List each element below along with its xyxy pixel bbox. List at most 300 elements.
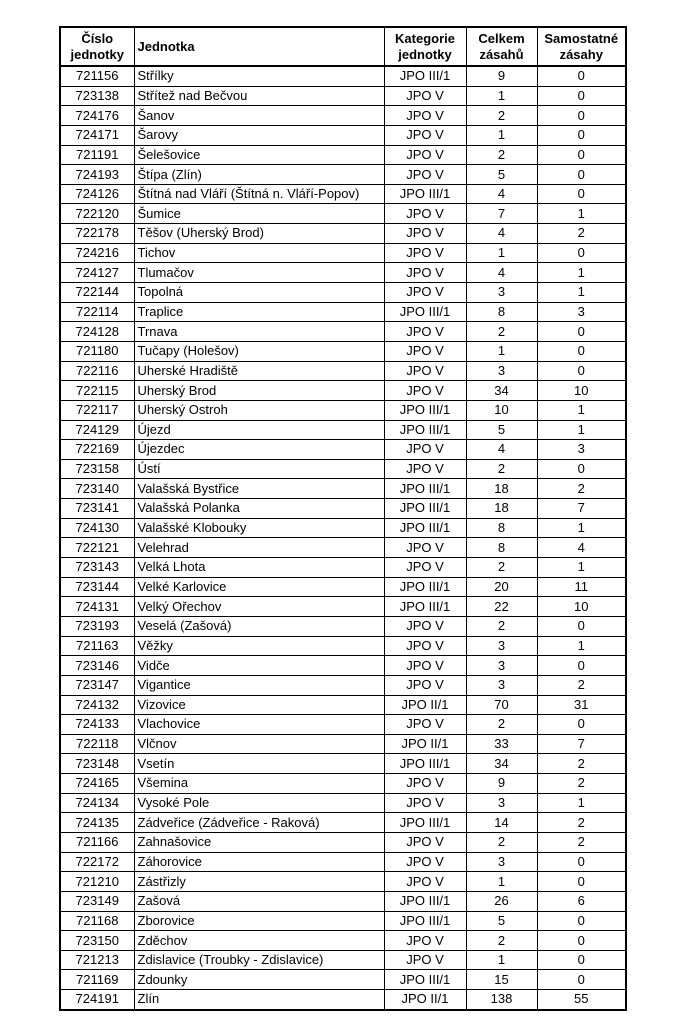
cell-unit-name: Těšov (Uherský Brod) [134, 224, 384, 244]
cell-unit-number: 724129 [60, 420, 134, 440]
cell-unit-category: JPO III/1 [384, 597, 466, 617]
table-row [60, 597, 626, 617]
table-row [60, 86, 626, 106]
cell-unit-category: JPO V [384, 616, 466, 636]
table-row [60, 852, 626, 872]
cell-independent-interventions: 1 [537, 420, 626, 440]
cell-unit-name: Štítná nad Vláří (Štítná n. Vláří-Popov) [134, 184, 384, 204]
table-row [60, 125, 626, 145]
cell-unit-name: Veselá (Zašová) [134, 616, 384, 636]
cell-unit-name: Záhorovice [134, 852, 384, 872]
cell-unit-number: 723146 [60, 656, 134, 676]
cell-independent-interventions: 10 [537, 597, 626, 617]
cell-unit-number: 721213 [60, 950, 134, 970]
table-body [60, 66, 626, 1010]
cell-unit-category: JPO III/1 [384, 302, 466, 322]
cell-unit-number: 722117 [60, 400, 134, 420]
cell-total-interventions: 3 [466, 793, 537, 813]
cell-unit-number: 721191 [60, 145, 134, 165]
cell-unit-number: 724134 [60, 793, 134, 813]
cell-unit-name: Trnava [134, 322, 384, 342]
cell-unit-name: Velké Karlovice [134, 577, 384, 597]
cell-unit-category: JPO V [384, 263, 466, 283]
cell-unit-name: Zděchov [134, 931, 384, 951]
cell-independent-interventions: 2 [537, 813, 626, 833]
cell-total-interventions: 14 [466, 813, 537, 833]
cell-total-interventions: 4 [466, 263, 537, 283]
table-row [60, 518, 626, 538]
cell-unit-number: 724193 [60, 165, 134, 185]
cell-independent-interventions: 3 [537, 440, 626, 460]
cell-unit-name: Vigantice [134, 675, 384, 695]
cell-unit-name: Uherský Brod [134, 381, 384, 401]
cell-unit-category: JPO V [384, 931, 466, 951]
cell-unit-name: Velký Ořechov [134, 597, 384, 617]
table-row [60, 322, 626, 342]
header-unit-number-line2: jednotky [70, 46, 124, 62]
cell-total-interventions: 2 [466, 145, 537, 165]
table-row [60, 499, 626, 519]
cell-independent-interventions: 2 [537, 774, 626, 794]
cell-independent-interventions: 0 [537, 931, 626, 951]
cell-unit-category: JPO III/1 [384, 66, 466, 86]
cell-independent-interventions: 6 [537, 891, 626, 911]
cell-unit-category: JPO V [384, 774, 466, 794]
header-category-line2: jednotky [398, 46, 452, 62]
cell-total-interventions: 2 [466, 616, 537, 636]
cell-independent-interventions: 0 [537, 86, 626, 106]
cell-unit-category: JPO V [384, 832, 466, 852]
cell-total-interventions: 1 [466, 341, 537, 361]
table-row [60, 302, 626, 322]
cell-unit-name: Velká Lhota [134, 558, 384, 578]
header-unit-category [384, 27, 466, 66]
cell-independent-interventions: 0 [537, 125, 626, 145]
cell-unit-name: Vlčnov [134, 734, 384, 754]
cell-total-interventions: 1 [466, 243, 537, 263]
cell-total-interventions: 70 [466, 695, 537, 715]
header-total-interventions [466, 27, 537, 66]
cell-unit-category: JPO V [384, 106, 466, 126]
cell-unit-category: JPO V [384, 950, 466, 970]
cell-unit-category: JPO V [384, 86, 466, 106]
cell-unit-number: 723138 [60, 86, 134, 106]
cell-unit-number: 721166 [60, 832, 134, 852]
cell-unit-number: 722121 [60, 538, 134, 558]
cell-total-interventions: 5 [466, 911, 537, 931]
table-row [60, 577, 626, 597]
cell-total-interventions: 2 [466, 558, 537, 578]
cell-total-interventions: 1 [466, 86, 537, 106]
cell-total-interventions: 34 [466, 754, 537, 774]
cell-unit-name: Velehrad [134, 538, 384, 558]
cell-unit-number: 722178 [60, 224, 134, 244]
table-row [60, 872, 626, 892]
cell-total-interventions: 18 [466, 499, 537, 519]
cell-independent-interventions: 0 [537, 616, 626, 636]
cell-unit-name: Zašová [134, 891, 384, 911]
cell-unit-category: JPO V [384, 872, 466, 892]
cell-unit-category: JPO V [384, 361, 466, 381]
cell-unit-name: Zástřizly [134, 872, 384, 892]
cell-total-interventions: 4 [466, 224, 537, 244]
cell-independent-interventions: 1 [537, 518, 626, 538]
cell-unit-number: 724130 [60, 518, 134, 538]
cell-unit-category: JPO III/1 [384, 577, 466, 597]
cell-unit-category: JPO V [384, 558, 466, 578]
cell-unit-number: 721210 [60, 872, 134, 892]
cell-total-interventions: 18 [466, 479, 537, 499]
table-row [60, 204, 626, 224]
cell-unit-name: Vsetín [134, 754, 384, 774]
cell-independent-interventions: 0 [537, 145, 626, 165]
cell-unit-number: 723143 [60, 558, 134, 578]
cell-unit-category: JPO III/1 [384, 499, 466, 519]
cell-unit-number: 724165 [60, 774, 134, 794]
cell-total-interventions: 7 [466, 204, 537, 224]
cell-total-interventions: 10 [466, 400, 537, 420]
table-row [60, 754, 626, 774]
cell-independent-interventions: 11 [537, 577, 626, 597]
cell-unit-number: 723193 [60, 616, 134, 636]
cell-total-interventions: 5 [466, 165, 537, 185]
cell-total-interventions: 2 [466, 459, 537, 479]
cell-unit-name: Šumice [134, 204, 384, 224]
table-row [60, 165, 626, 185]
header-total-line1: Celkem [478, 30, 525, 46]
cell-unit-number: 721163 [60, 636, 134, 656]
cell-unit-category: JPO V [384, 165, 466, 185]
cell-total-interventions: 3 [466, 675, 537, 695]
cell-unit-category: JPO V [384, 204, 466, 224]
cell-unit-category: JPO V [384, 538, 466, 558]
table-row [60, 656, 626, 676]
table-row [60, 420, 626, 440]
table-row [60, 774, 626, 794]
table-row [60, 970, 626, 990]
cell-total-interventions: 3 [466, 656, 537, 676]
cell-independent-interventions: 0 [537, 852, 626, 872]
cell-total-interventions: 3 [466, 361, 537, 381]
cell-unit-number: 724133 [60, 715, 134, 735]
cell-total-interventions: 9 [466, 66, 537, 86]
cell-unit-number: 721169 [60, 970, 134, 990]
cell-total-interventions: 26 [466, 891, 537, 911]
cell-unit-name: Střílky [134, 66, 384, 86]
cell-unit-number: 724132 [60, 695, 134, 715]
cell-unit-category: JPO II/1 [384, 734, 466, 754]
cell-unit-name: Ústí [134, 459, 384, 479]
cell-total-interventions: 20 [466, 577, 537, 597]
cell-independent-interventions: 55 [537, 990, 626, 1010]
cell-unit-category: JPO V [384, 243, 466, 263]
cell-unit-category: JPO III/1 [384, 400, 466, 420]
table-row [60, 243, 626, 263]
cell-unit-name: Valašská Polanka [134, 499, 384, 519]
table-row [60, 715, 626, 735]
cell-unit-name: Věžky [134, 636, 384, 656]
cell-total-interventions: 2 [466, 715, 537, 735]
cell-independent-interventions: 1 [537, 558, 626, 578]
table-row [60, 891, 626, 911]
cell-unit-category: JPO V [384, 675, 466, 695]
table-row [60, 400, 626, 420]
cell-independent-interventions: 2 [537, 832, 626, 852]
cell-unit-number: 721180 [60, 341, 134, 361]
cell-unit-name: Zdounky [134, 970, 384, 990]
cell-unit-name: Újezd [134, 420, 384, 440]
cell-unit-category: JPO V [384, 440, 466, 460]
cell-independent-interventions: 0 [537, 656, 626, 676]
cell-unit-category: JPO III/1 [384, 184, 466, 204]
cell-unit-number: 722114 [60, 302, 134, 322]
cell-independent-interventions: 0 [537, 165, 626, 185]
cell-unit-number: 724216 [60, 243, 134, 263]
cell-unit-category: JPO III/1 [384, 479, 466, 499]
table-row [60, 911, 626, 931]
cell-unit-number: 721156 [60, 66, 134, 86]
cell-independent-interventions: 7 [537, 734, 626, 754]
table-row [60, 558, 626, 578]
table-row [60, 341, 626, 361]
cell-independent-interventions: 2 [537, 224, 626, 244]
cell-unit-number: 722172 [60, 852, 134, 872]
cell-unit-name: Štípa (Zlín) [134, 165, 384, 185]
cell-total-interventions: 15 [466, 970, 537, 990]
cell-unit-name: Tlumačov [134, 263, 384, 283]
cell-unit-category: JPO III/1 [384, 911, 466, 931]
cell-unit-number: 723144 [60, 577, 134, 597]
cell-unit-number: 723147 [60, 675, 134, 695]
cell-unit-name: Újezdec [134, 440, 384, 460]
cell-unit-category: JPO V [384, 459, 466, 479]
cell-total-interventions: 33 [466, 734, 537, 754]
cell-unit-category: JPO III/1 [384, 813, 466, 833]
cell-independent-interventions: 3 [537, 302, 626, 322]
cell-independent-interventions: 1 [537, 636, 626, 656]
cell-unit-name: Šanov [134, 106, 384, 126]
cell-independent-interventions: 0 [537, 184, 626, 204]
cell-total-interventions: 2 [466, 931, 537, 951]
cell-unit-name: Šarovy [134, 125, 384, 145]
header-unit-number [60, 27, 134, 66]
cell-unit-number: 722118 [60, 734, 134, 754]
cell-independent-interventions: 1 [537, 263, 626, 283]
table-row [60, 145, 626, 165]
cell-unit-category: JPO V [384, 381, 466, 401]
cell-unit-category: JPO V [384, 125, 466, 145]
document-page [59, 26, 627, 1011]
cell-unit-category: JPO V [384, 341, 466, 361]
cell-unit-category: JPO III/1 [384, 420, 466, 440]
header-self-line1: Samostatné [544, 30, 619, 46]
cell-total-interventions: 3 [466, 852, 537, 872]
cell-unit-name: Tichov [134, 243, 384, 263]
cell-independent-interventions: 0 [537, 66, 626, 86]
cell-total-interventions: 1 [466, 950, 537, 970]
table-row [60, 459, 626, 479]
table-header-row [60, 27, 626, 66]
cell-unit-number: 723149 [60, 891, 134, 911]
cell-unit-name: Zlín [134, 990, 384, 1010]
cell-unit-number: 722116 [60, 361, 134, 381]
cell-total-interventions: 1 [466, 872, 537, 892]
header-independent-interventions [537, 27, 626, 66]
table-row [60, 636, 626, 656]
cell-unit-name: Vidče [134, 656, 384, 676]
cell-unit-name: Zádveřice (Zádveřice - Raková) [134, 813, 384, 833]
cell-unit-number: 722115 [60, 381, 134, 401]
cell-unit-category: JPO V [384, 283, 466, 303]
table-row [60, 990, 626, 1010]
cell-total-interventions: 2 [466, 832, 537, 852]
table-row [60, 675, 626, 695]
cell-unit-category: JPO V [384, 793, 466, 813]
cell-unit-number: 724171 [60, 125, 134, 145]
cell-unit-name: Střítež nad Bečvou [134, 86, 384, 106]
cell-unit-name: Topolná [134, 283, 384, 303]
cell-independent-interventions: 0 [537, 361, 626, 381]
cell-total-interventions: 22 [466, 597, 537, 617]
header-total-line2: zásahů [479, 46, 524, 62]
cell-unit-number: 723140 [60, 479, 134, 499]
table-row [60, 106, 626, 126]
cell-unit-category: JPO III/1 [384, 891, 466, 911]
table-row [60, 184, 626, 204]
cell-independent-interventions: 31 [537, 695, 626, 715]
cell-unit-name: Valašské Klobouky [134, 518, 384, 538]
cell-unit-name: Uherské Hradiště [134, 361, 384, 381]
table-row [60, 695, 626, 715]
fire-units-table [59, 26, 627, 1011]
cell-unit-name: Vysoké Pole [134, 793, 384, 813]
cell-total-interventions: 8 [466, 302, 537, 322]
cell-unit-name: Všemina [134, 774, 384, 794]
table-row [60, 66, 626, 86]
cell-unit-number: 723148 [60, 754, 134, 774]
cell-unit-name: Tučapy (Holešov) [134, 341, 384, 361]
table-row [60, 361, 626, 381]
cell-independent-interventions: 0 [537, 872, 626, 892]
cell-unit-number: 722120 [60, 204, 134, 224]
cell-unit-name: Vizovice [134, 695, 384, 715]
cell-independent-interventions: 0 [537, 243, 626, 263]
cell-unit-name: Zdislavice (Troubky - Zdislavice) [134, 950, 384, 970]
cell-independent-interventions: 0 [537, 715, 626, 735]
cell-unit-number: 724126 [60, 184, 134, 204]
cell-unit-category: JPO V [384, 852, 466, 872]
cell-unit-category: JPO V [384, 656, 466, 676]
cell-independent-interventions: 0 [537, 341, 626, 361]
cell-unit-number: 724128 [60, 322, 134, 342]
cell-independent-interventions: 0 [537, 950, 626, 970]
cell-unit-category: JPO V [384, 145, 466, 165]
cell-unit-name: Uherský Ostroh [134, 400, 384, 420]
table-row [60, 950, 626, 970]
cell-independent-interventions: 1 [537, 793, 626, 813]
cell-unit-number: 722169 [60, 440, 134, 460]
cell-unit-category: JPO V [384, 715, 466, 735]
cell-total-interventions: 8 [466, 538, 537, 558]
table-row [60, 734, 626, 754]
cell-independent-interventions: 0 [537, 970, 626, 990]
table-row [60, 283, 626, 303]
cell-independent-interventions: 0 [537, 106, 626, 126]
cell-total-interventions: 4 [466, 440, 537, 460]
cell-total-interventions: 5 [466, 420, 537, 440]
cell-unit-number: 723150 [60, 931, 134, 951]
cell-total-interventions: 138 [466, 990, 537, 1010]
table-row [60, 224, 626, 244]
cell-unit-name: Vlachovice [134, 715, 384, 735]
cell-independent-interventions: 1 [537, 283, 626, 303]
cell-total-interventions: 8 [466, 518, 537, 538]
cell-unit-category: JPO V [384, 224, 466, 244]
table-row [60, 479, 626, 499]
cell-unit-number: 724127 [60, 263, 134, 283]
cell-unit-category: JPO II/1 [384, 695, 466, 715]
cell-independent-interventions: 7 [537, 499, 626, 519]
cell-independent-interventions: 0 [537, 911, 626, 931]
header-category-line1: Kategorie [395, 30, 455, 46]
cell-unit-number: 724176 [60, 106, 134, 126]
cell-unit-category: JPO III/1 [384, 970, 466, 990]
cell-total-interventions: 34 [466, 381, 537, 401]
cell-total-interventions: 3 [466, 636, 537, 656]
cell-unit-number: 723141 [60, 499, 134, 519]
cell-independent-interventions: 1 [537, 204, 626, 224]
table-row [60, 931, 626, 951]
cell-total-interventions: 9 [466, 774, 537, 794]
cell-total-interventions: 2 [466, 322, 537, 342]
cell-total-interventions: 2 [466, 106, 537, 126]
cell-unit-name: Šelešovice [134, 145, 384, 165]
cell-independent-interventions: 0 [537, 322, 626, 342]
header-unit-name: Jednotka [134, 27, 384, 66]
cell-unit-category: JPO III/1 [384, 754, 466, 774]
cell-independent-interventions: 2 [537, 754, 626, 774]
cell-independent-interventions: 10 [537, 381, 626, 401]
table-row [60, 263, 626, 283]
cell-unit-number: 724135 [60, 813, 134, 833]
header-unit-number-line1: Číslo [81, 30, 114, 46]
cell-unit-category: JPO III/1 [384, 518, 466, 538]
table-row [60, 813, 626, 833]
table-row [60, 440, 626, 460]
header-self-line2: zásahy [559, 46, 603, 62]
cell-independent-interventions: 2 [537, 479, 626, 499]
cell-unit-number: 724131 [60, 597, 134, 617]
cell-unit-name: Zborovice [134, 911, 384, 931]
table-row [60, 832, 626, 852]
cell-independent-interventions: 0 [537, 459, 626, 479]
cell-unit-name: Zahnašovice [134, 832, 384, 852]
cell-independent-interventions: 4 [537, 538, 626, 558]
table-row [60, 616, 626, 636]
cell-unit-number: 723158 [60, 459, 134, 479]
cell-total-interventions: 1 [466, 125, 537, 145]
table-row [60, 793, 626, 813]
table-row [60, 381, 626, 401]
cell-unit-number: 724191 [60, 990, 134, 1010]
cell-unit-category: JPO II/1 [384, 990, 466, 1010]
cell-unit-category: JPO V [384, 636, 466, 656]
table-row [60, 538, 626, 558]
cell-unit-name: Traplice [134, 302, 384, 322]
cell-unit-number: 722144 [60, 283, 134, 303]
cell-independent-interventions: 2 [537, 675, 626, 695]
cell-unit-number: 721168 [60, 911, 134, 931]
